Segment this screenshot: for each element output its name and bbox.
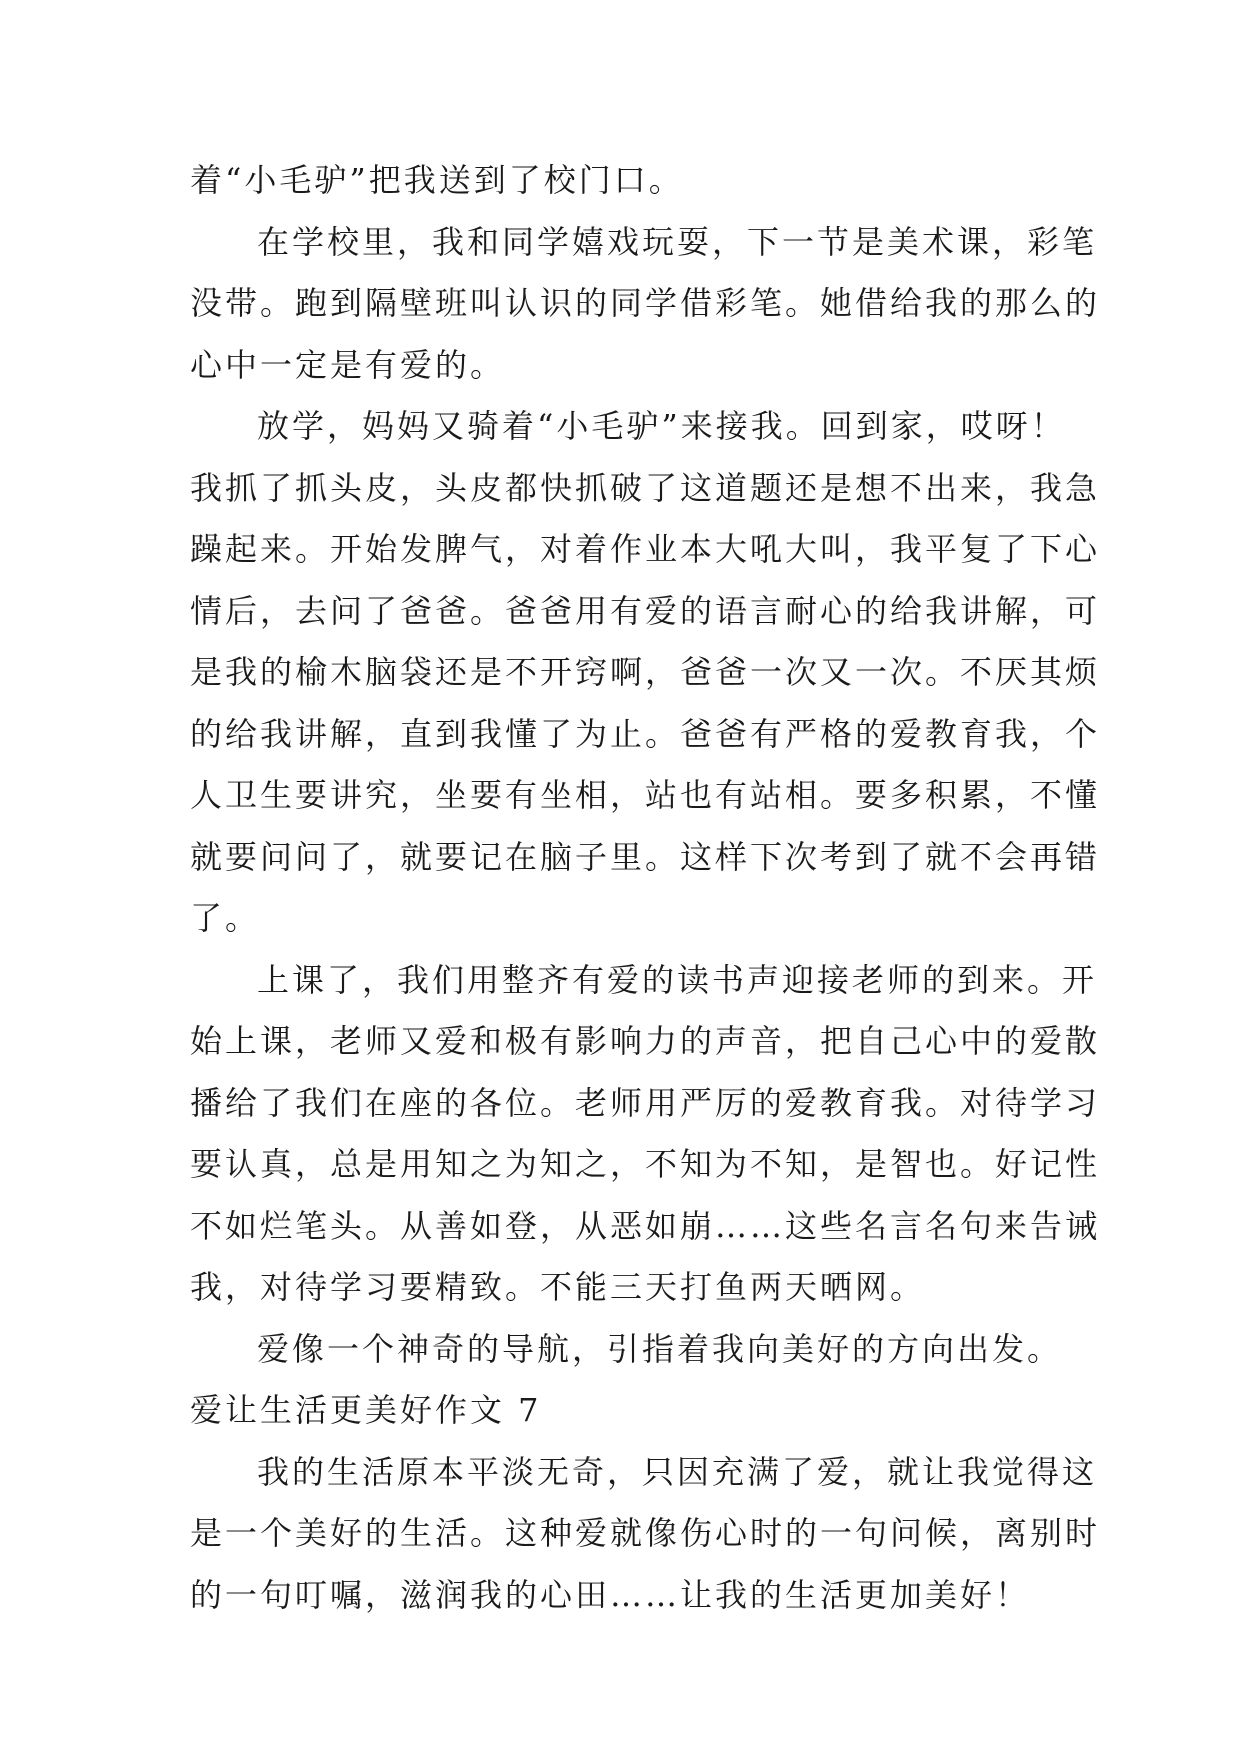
text-line: 播给了我们在座的各位。老师用严厉的爱教育我。对待学习 <box>190 1083 1101 1122</box>
text-line: 在学校里，我和同学嬉戏玩耍，下一节是美术课，彩笔 <box>257 222 1098 261</box>
text-line: 情后，去问了爸爸。爸爸用有爱的语言耐心的给我讲解，可 <box>190 591 1101 630</box>
text-line: 要认真，总是用知之为知之，不知为不知，是智也。好记性 <box>190 1145 1101 1183</box>
text-line: 人卫生要讲究，坐要有坐相，站也有站相。要多积累，不懂 <box>190 776 1101 814</box>
text-line: 心中一定是有爱的。 <box>190 345 506 384</box>
text-line: 是一个美好的生活。这种爱就像伤心时的一句问候，离别时 <box>190 1514 1101 1552</box>
text-line: 上课了，我们用整齐有爱的读书声迎接老师的到来。开 <box>257 960 1098 999</box>
section-heading: 爱让生活更美好作文 7 <box>190 1391 542 1429</box>
text-line: 我的生活原本平淡无奇，只因充满了爱，就让我觉得这 <box>257 1452 1098 1491</box>
text-line: 是我的榆木脑袋还是不开窍啊，爸爸一次又一次。不厌其烦 <box>190 653 1101 691</box>
text-line: 就要问问了，就要记在脑子里。这样下次考到了就不会再错 <box>190 837 1101 876</box>
text-line: 着“小毛驴”把我送到了校门口。 <box>190 161 684 199</box>
text-line: 我，对待学习要精致。不能三天打鱼两天晒网。 <box>190 1268 926 1306</box>
text-line: 的给我讲解，直到我懂了为止。爸爸有严格的爱教育我，个 <box>190 714 1101 753</box>
text-line: 的一句叮嘱，滋润我的心田……让我的生活更加美好！ <box>190 1575 1031 1614</box>
text-line: 不如烂笔头。从善如登，从恶如崩……这些名言名句来告诫 <box>190 1206 1101 1245</box>
text-line: 我抓了抓头皮，头皮都快抓破了这道题还是想不出来，我急 <box>190 468 1101 507</box>
text-line: 始上课，老师又爱和极有影响力的声音，把自己心中的爱散 <box>190 1022 1101 1060</box>
text-line: 放学，妈妈又骑着“小毛驴”来接我。回到家，哎呀！ <box>257 407 1066 445</box>
text-line: 爱像一个神奇的导航，引指着我向美好的方向出发。 <box>257 1329 1063 1368</box>
document-page <box>190 150 1101 1626</box>
text-line: 了。 <box>190 899 261 937</box>
text-line: 躁起来。开始发脾气，对着作业本大吼大叫，我平复了下心 <box>190 530 1101 568</box>
text-line: 没带。跑到隔壁班叫认识的同学借彩笔。她借给我的那么的 <box>190 284 1101 322</box>
